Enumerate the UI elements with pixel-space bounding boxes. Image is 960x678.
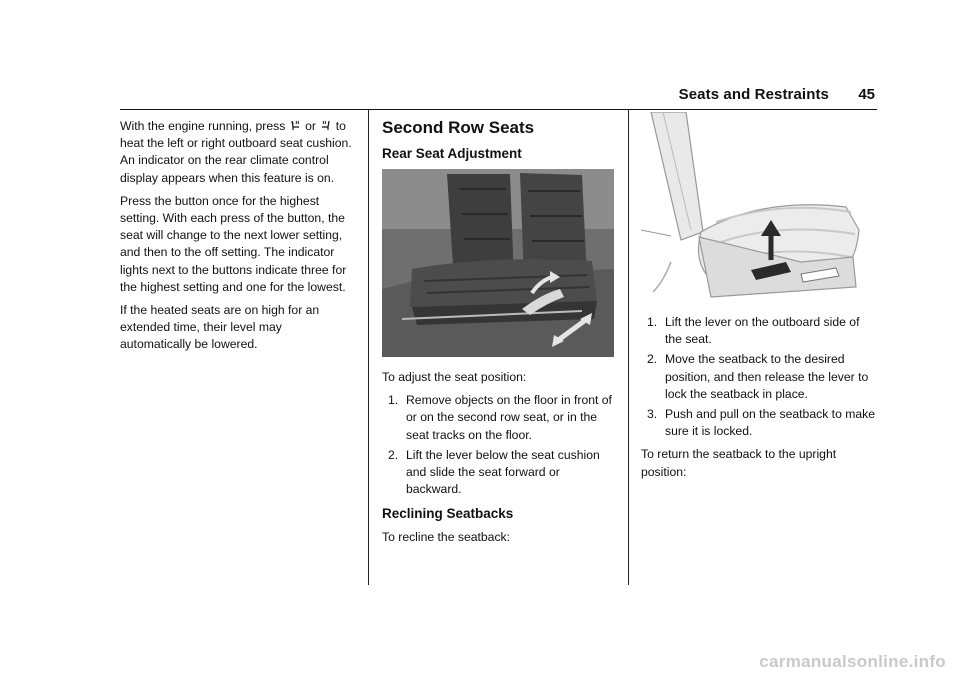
heated-seat-right-icon [320,120,331,131]
column-divider-right [628,110,629,585]
page-header [120,80,877,110]
recline-intro: To recline the seatback: [382,530,511,545]
seatback-recline-illustration [641,112,873,302]
rear-seat-adjustment-illustration [382,169,614,357]
adjust-steps [382,392,615,498]
middle-column [382,118,615,553]
return-upright-paragraph: To return the seatback to the upright position: [641,447,837,479]
reclining-seatbacks-heading: Reclining Seatbacks [382,506,514,522]
recline-steps [641,314,876,440]
recline-step-2: 2. Move the seatback to the desired position, and then release the lever to lock the seatback in place. [647,352,869,401]
button-press-paragraph: Press the button once for the highest setting. With each press of the button, the seat will change to the next lower setting, and then to the off setting. The indicator lights next to the buttons indicate three for the highest setting and one for the lowest. [120,193,347,294]
heated-seat-left-icon [290,120,301,131]
recline-step-3: 3. Push and pull on the seatback to make sure it is locked. [647,407,876,439]
adjust-step-1: 1. Remove objects on the floor in front of or on the second row seat, or in the seat tracks on the floor. [388,393,612,442]
adjust-intro: To adjust the seat position: [382,370,527,384]
auto-lower-paragraph: If the heated seats are on high for an extended time, their level may automatically be lowered. [120,303,320,352]
page-number: 45 [858,86,875,103]
rear-seat-adjustment-heading: Rear Seat Adjustment [382,146,522,161]
heated-seat-paragraph: With the engine running, press or to heat the left or right outboard seat cushion. An indicator on the rear climate control display appears when this feature is on. [120,119,352,185]
right-column [641,112,876,487]
watermark: carmanualsonline.info [759,652,946,671]
recline-step-1: 1. Lift the lever on the outboard side of the seat. [647,315,860,347]
column-divider-left [368,110,369,585]
second-row-seats-heading: Second Row Seats [382,118,535,137]
adjust-step-2: 2. Lift the lever below the seat cushion and slide the seat forward or backward. [388,447,600,497]
left-column [120,118,352,360]
header-rule [120,109,877,110]
section-title: Seats and Restraints [678,86,829,103]
